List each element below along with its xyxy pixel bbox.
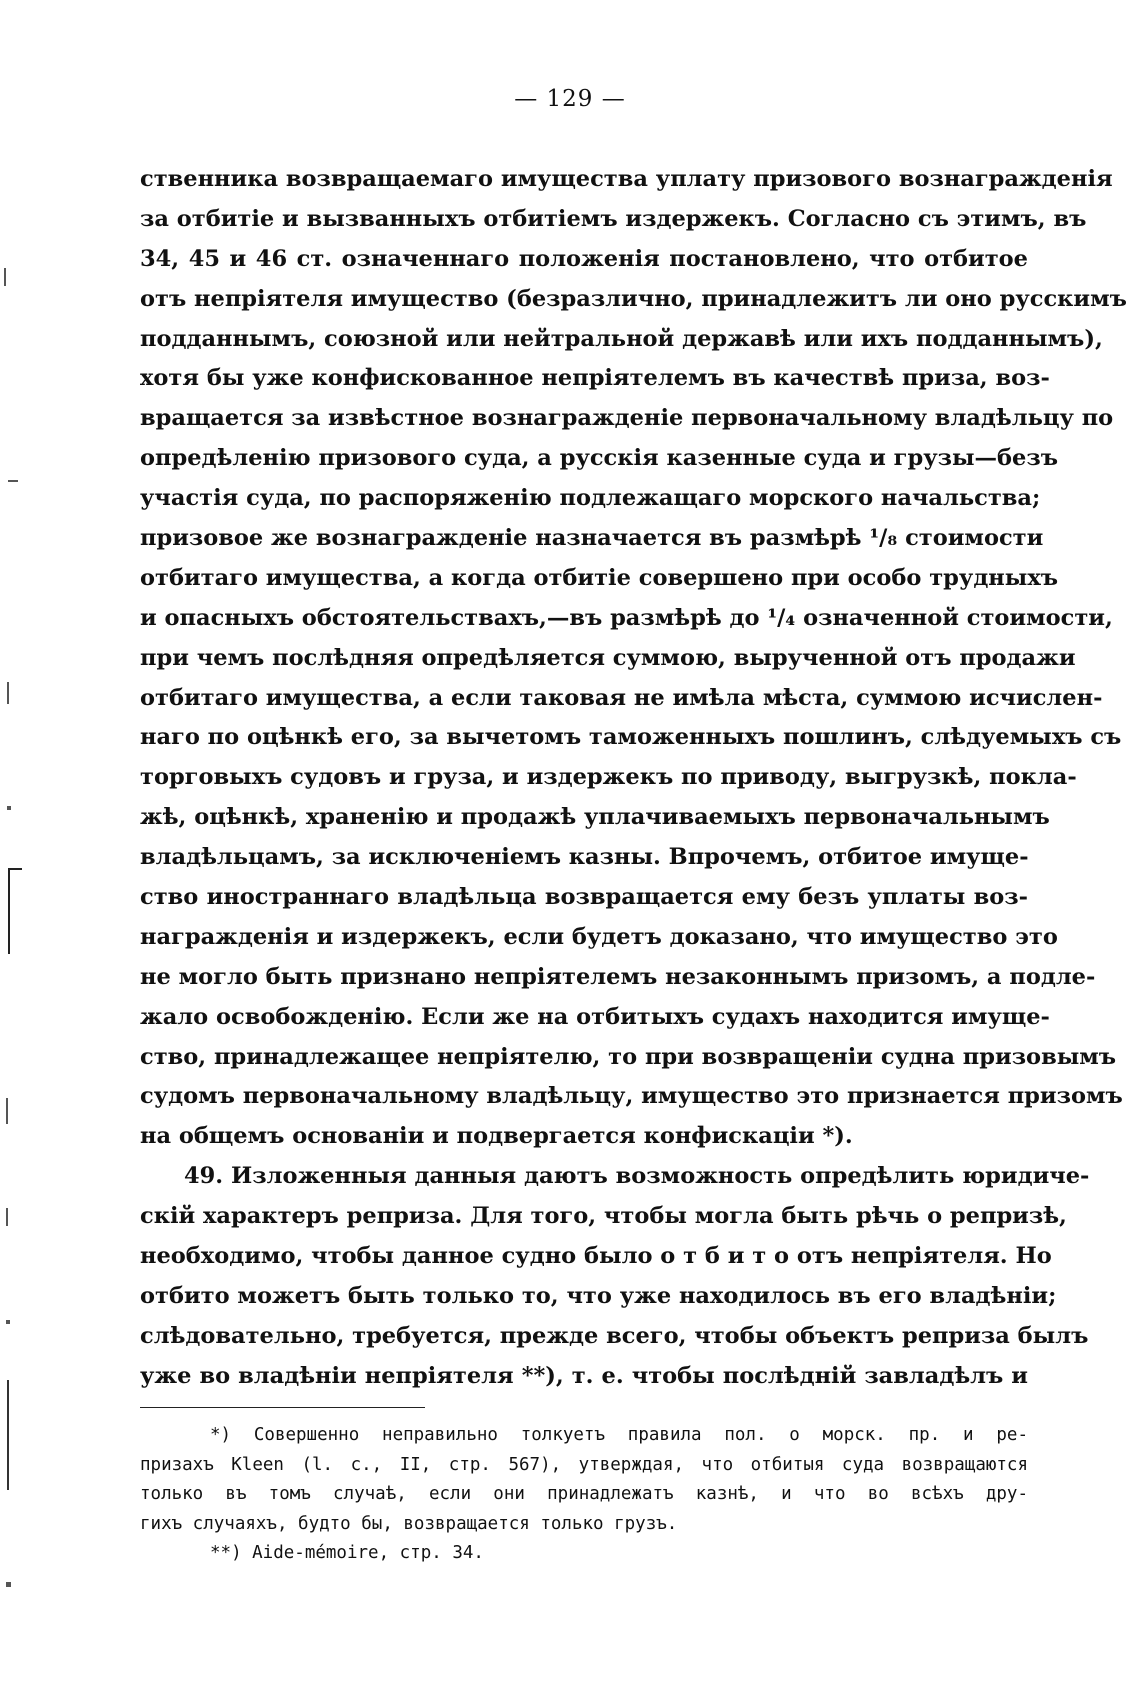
scan-margin-mark (6, 1320, 10, 1324)
text-line: хотя бы уже конфискованное непріятелемъ въ качествѣ приза, воз- (140, 365, 1050, 392)
text-line: торговыхъ судовъ и груза, и издержекъ по приводу, выгрузкѣ, покла- (140, 764, 1077, 791)
footnote-line: *) Совершенно неправильно толкуетъ правила пол. о морск. пр. и ре- (210, 1425, 1028, 1445)
footnote-separator (140, 1407, 425, 1408)
scan-margin-mark (6, 1582, 11, 1587)
scan-margin-mark (7, 682, 9, 704)
page-number: — 129 — (514, 86, 626, 112)
text-line: ство, принадлежащее непріятелю, то при возвращеніи судна призовымъ (140, 1043, 1117, 1070)
footnote-line: призахъ Kleen (l. c., II, стр. 567), утверждая, что отбитыя суда возвращаются (140, 1454, 1028, 1475)
scan-margin-mark (7, 806, 11, 810)
scan-margin-mark (8, 480, 18, 482)
text-line: владѣльцамъ, за исключеніемъ казны. Впрочемъ, отбитое имуще- (140, 844, 1029, 871)
text-line: скій характеръ реприза. Для того, чтобы могла быть рѣчь о репризѣ, (140, 1203, 1067, 1230)
text-line: 34, 45 и 46 ст. означеннаго положенія постановлено, что отбитое (140, 245, 1028, 272)
text-line: вращается за извѣстное вознагражденіе первоначальному владѣльцу по (140, 405, 1114, 432)
text-line: судомъ первоначальному владѣльцу, имущество это признается призомъ (140, 1083, 1123, 1110)
text-line: необходимо, чтобы данное судно было о т б и т о отъ непріятеля. Но (140, 1243, 1052, 1270)
scan-margin-mark (7, 1380, 9, 1490)
scan-margin-mark (4, 268, 6, 286)
main-text (140, 160, 1127, 1397)
text-line: опредѣленію призового суда, а русскія казенные суда и грузы—безъ (140, 445, 1058, 472)
text-line: жало освобожденію. Если же на отбитыхъ судахъ находится имуще- (140, 1003, 1050, 1030)
text-line: награжденія и издержекъ, если будетъ доказано, что имущество это (140, 923, 1058, 950)
scan-margin-mark (8, 868, 10, 954)
text-line: слѣдовательно, требуется, прежде всего, чтобы объектъ реприза былъ (140, 1322, 1089, 1349)
text-line: участія суда, по распоряженію подлежащаго морского начальства; (140, 485, 1041, 512)
footnote-line: гихъ случаяхъ, будто бы, возвращается только грузъ. (140, 1513, 678, 1534)
text-line: призовое же вознагражденіе назначается въ размѣрѣ ¹/₈ стоимости (140, 525, 1044, 552)
footnotes (140, 1421, 1028, 1569)
text-line: отъ непріятеля имущество (безразлично, принадлежитъ ли оно русскимъ (140, 285, 1127, 312)
text-line: отбито можетъ быть только то, что уже находилось въ его владѣніи; (140, 1282, 1057, 1309)
footnote-line: **) Aide-mémoire, стр. 34. (210, 1543, 484, 1563)
text-line: подданнымъ, союзной или нейтральной державѣ или ихъ подданнымъ), (140, 325, 1103, 352)
text-line: при чемъ послѣдняя опредѣляется суммою, вырученной отъ продажи (140, 644, 1076, 671)
text-line: уже во владѣніи непріятеля **), т. е. чтобы послѣдній завладѣлъ и (140, 1362, 1028, 1389)
scan-margin-mark (6, 1098, 8, 1124)
text-line: отбитаго имущества, а когда отбитіе совершено при особо трудныхъ (140, 564, 1059, 591)
text-line: и опасныхъ обстоятельствахъ,—въ размѣрѣ до ¹/₄ означенной стоимости, (140, 604, 1113, 631)
text-line: отбитаго имущества, а если таковая не имѣла мѣста, суммою исчислен- (140, 684, 1103, 711)
text-line: ственника возвращаемаго имущества уплату призового вознагражденія (140, 166, 1113, 192)
footnote-line: только въ томъ случаѣ, если они принадлежатъ казнѣ, и что во всѣхъ дру- (140, 1484, 1028, 1504)
text-line: ство иностраннаго владѣльца возвращается ему безъ уплаты воз- (140, 884, 1028, 911)
scan-margin-mark (6, 1208, 8, 1226)
text-line: не могло быть признано непріятелемъ незаконнымъ призомъ, а подле- (140, 963, 1096, 990)
text-line: жѣ, оцѣнкѣ, храненію и продажѣ уплачиваемыхъ первоначальнымъ (140, 804, 1050, 831)
paragraph-start-line: 49. Изложенныя данныя даютъ возможность опредѣлить юридиче- (184, 1163, 1090, 1190)
text-line: за отбитіе и вызванныхъ отбитіемъ издержекъ. Согласно съ этимъ, въ (140, 205, 1087, 232)
scan-margin-mark (8, 868, 22, 870)
text-line: наго по оцѣнкѣ его, за вычетомъ таможенныхъ пошлинъ, слѣдуемыхъ съ (140, 724, 1122, 751)
text-line: на общемъ основаніи и подвергается конфискаціи *). (140, 1123, 853, 1150)
